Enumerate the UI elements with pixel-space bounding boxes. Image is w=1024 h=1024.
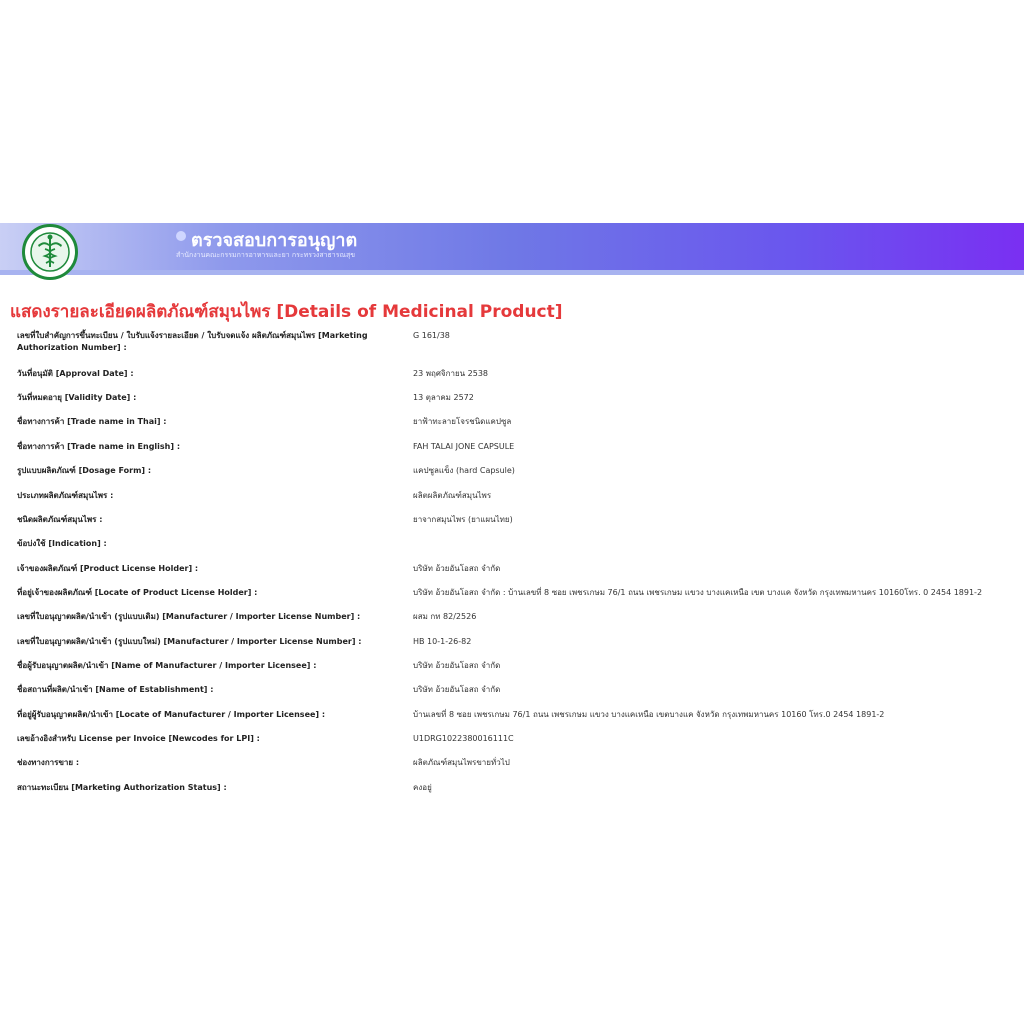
page-title: แสดงรายละเอียดผลิตภัณฑ์สมุนไพร [Details of Medicinal Product] — [10, 302, 563, 322]
detail-row-license-number-old — [17, 611, 1007, 636]
detail-row-trade-name-english — [17, 441, 1007, 465]
product-details-table — [17, 330, 1007, 806]
detail-row-manufacturer-address — [17, 709, 1007, 733]
detail-value: FAH TALAI JONE CAPSULE — [413, 442, 515, 451]
detail-label: ชื่อทางการค้า [Trade name in Thai] : — [17, 417, 167, 426]
detail-value: ผสม กท 82/2526 — [413, 612, 477, 621]
detail-label: เลขที่ใบอนุญาตผลิต/นำเข้า (รูปแบบเดิม) [Manufacturer / Importer License Number] : — [17, 612, 361, 621]
ministry-of-public-health-logo[interactable] — [22, 224, 78, 280]
detail-value: 13 ตุลาคม 2572 — [413, 393, 474, 402]
detail-value: U1DRG1022380016111C — [413, 734, 514, 743]
site-subtitle: สำนักงานคณะกรรมการอาหารและยา กระทรวงสาธารณสุข — [176, 251, 356, 259]
detail-value: G 161/38 — [413, 331, 450, 340]
detail-row-dosage-form — [17, 465, 1007, 490]
caduceus-icon — [25, 227, 75, 277]
detail-row-license-holder-address — [17, 587, 1007, 611]
detail-value: บริษัท อ้วยอันโอสถ จำกัด — [413, 564, 501, 573]
detail-label: ชื่อทางการค้า [Trade name in English] : — [17, 442, 181, 451]
detail-label: ช่องทางการขาย : — [17, 758, 80, 767]
detail-label: ชื่อสถานที่ผลิต/นำเข้า [Name of Establishment] : — [17, 685, 214, 694]
detail-label: ประเภทผลิตภัณฑ์สมุนไพร : — [17, 491, 114, 500]
detail-row-marketing-authorization-number — [17, 330, 1007, 368]
header-bullet-icon — [176, 231, 186, 241]
detail-row-approval-date — [17, 368, 1007, 392]
detail-row-sales-channel — [17, 757, 1007, 782]
detail-value: บริษัท อ้วยอันโอสถ จำกัด — [413, 661, 501, 670]
detail-row-indication — [17, 538, 1007, 563]
detail-label: ข้อบ่งใช้ [Indication] : — [17, 539, 107, 548]
detail-row-establishment-name — [17, 684, 1007, 709]
detail-label: รูปแบบผลิตภัณฑ์ [Dosage Form] : — [17, 466, 152, 475]
detail-row-license-number-new — [17, 636, 1007, 660]
detail-label: เลขอ้างอิงสำหรับ License per Invoice [Newcodes for LPI] : — [17, 734, 260, 743]
detail-value: ผลิตผลิตภัณฑ์สมุนไพร — [413, 491, 492, 500]
detail-label: เลขที่ใบอนุญาตผลิต/นำเข้า (รูปแบบใหม่) [Manufacturer / Importer License Number] : — [17, 637, 362, 646]
detail-value: บริษัท อ้วยอันโอสถ จำกัด — [413, 685, 501, 694]
detail-value: ผลิตภัณฑ์สมุนไพรขายทั่วไป — [413, 758, 510, 767]
detail-row-trade-name-thai — [17, 416, 1007, 441]
detail-row-validity-date — [17, 392, 1007, 416]
detail-value: HB 10-1-26-82 — [413, 637, 472, 646]
detail-label: ที่อยู่เจ้าของผลิตภัณฑ์ [Locate of Product License Holder] : — [17, 588, 258, 597]
detail-row-herbal-product-type — [17, 514, 1007, 538]
detail-label: เจ้าของผลิตภัณฑ์ [Product License Holder] : — [17, 564, 199, 573]
detail-label: ชนิดผลิตภัณฑ์สมุนไพร : — [17, 515, 103, 524]
header-divider — [0, 270, 1024, 275]
detail-row-herbal-product-category — [17, 490, 1007, 514]
detail-row-manufacturer-name — [17, 660, 1007, 684]
detail-label: สถานะทะเบียน [Marketing Authorization Status] : — [17, 783, 227, 792]
detail-value: ยาจากสมุนไพร (ยาแผนไทย) — [413, 515, 513, 524]
detail-row-lpi-newcode — [17, 733, 1007, 757]
detail-value: บริษัท อ้วยอันโอสถ จำกัด : บ้านเลขที่ 8 ซอย เพชรเกษม 76/1 ถนน เพชรเกษม แขวง บางแคเหนือ เขต บางแค จังหวัด กรุงเทพมหานคร 10160โทร. 0 2454 1891-2 — [413, 588, 983, 597]
detail-row-authorization-status — [17, 782, 1007, 806]
detail-label: วันที่หมดอายุ [Validity Date] : — [17, 393, 137, 402]
detail-value: คงอยู่ — [413, 783, 432, 792]
detail-value: ยาฟ้าทะลายโจรชนิดแคปซูล — [413, 417, 512, 426]
detail-label: วันที่อนุมัติ [Approval Date] : — [17, 369, 134, 378]
detail-row-product-license-holder — [17, 563, 1007, 587]
site-title[interactable]: ตรวจสอบการอนุญาต — [191, 230, 358, 251]
detail-value: 23 พฤศจิกายน 2538 — [413, 369, 488, 378]
site-header — [0, 223, 1024, 270]
detail-value: แคปซูลแข็ง (hard Capsule) — [413, 466, 515, 475]
detail-label: ที่อยู่ผู้รับอนุญาตผลิต/นำเข้า [Locate of Manufacturer / Importer Licensee] : — [17, 710, 326, 719]
detail-label: เลขที่ใบสำคัญการขึ้นทะเบียน / ใบรับแจ้งรายละเอียด / ใบรับจดแจ้ง ผลิตภัณฑ์สมุนไพร [Marketing Authorization Number] : — [17, 331, 368, 352]
detail-value: บ้านเลขที่ 8 ซอย เพชรเกษม 76/1 ถนน เพชรเกษม แขวง บางแคเหนือ เขตบางแค จังหวัด กรุงเทพมหานคร 10160 โทร.0 2454 1891-2 — [413, 710, 885, 719]
detail-label: ชื่อผู้รับอนุญาตผลิต/นำเข้า [Name of Manufacturer / Importer Licensee] : — [17, 661, 317, 670]
